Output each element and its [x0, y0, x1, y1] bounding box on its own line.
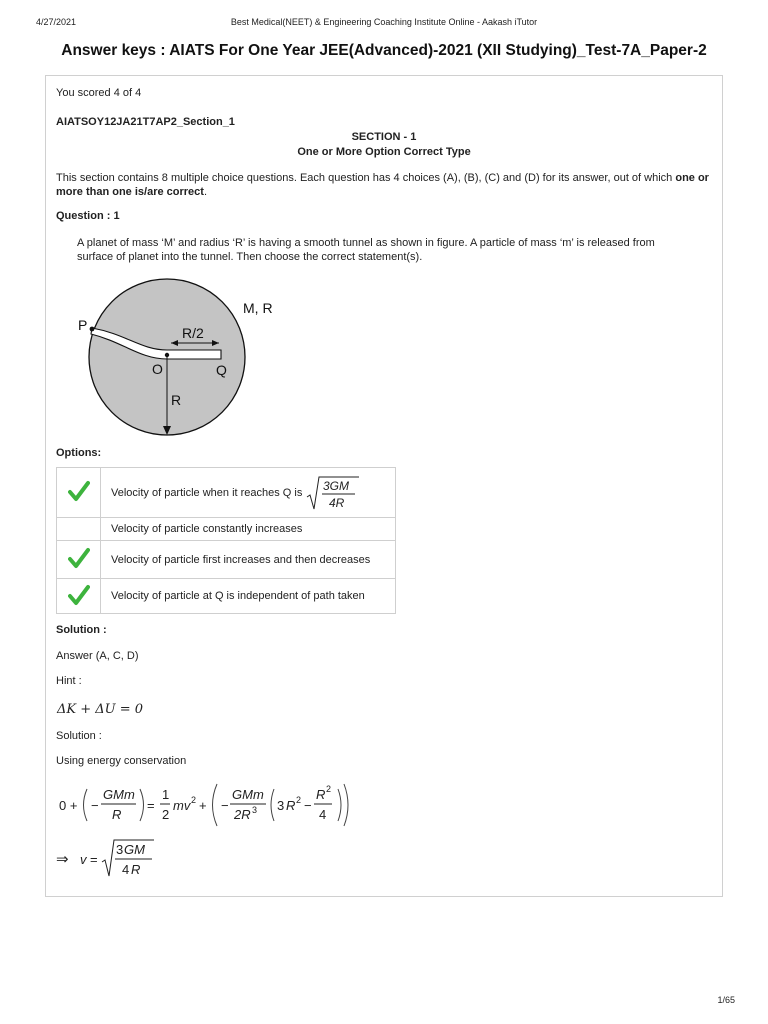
svg-text:GM: GM — [124, 842, 145, 857]
planet-figure — [71, 271, 311, 441]
page-number: 1/65 — [717, 995, 735, 1005]
option-mark-cell — [57, 541, 101, 579]
svg-text:0 +: 0 + — [59, 798, 78, 813]
option-mark-cell — [57, 518, 101, 541]
svg-text:1: 1 — [162, 787, 170, 802]
score-text: You scored 4 of 4 — [56, 87, 142, 99]
section-subtitle: One or More Option Correct Type — [297, 146, 471, 158]
answer-card — [45, 75, 723, 897]
svg-text:3GM: 3GM — [323, 478, 350, 493]
svg-text:=: = — [147, 798, 155, 813]
option-mark-cell — [57, 579, 101, 614]
svg-text:4: 4 — [319, 807, 327, 822]
label-q: Q — [216, 362, 227, 378]
solution-sub-label: Solution : — [56, 730, 102, 742]
option-row — [57, 541, 396, 579]
svg-text:2R: 2R — [234, 807, 251, 822]
svg-text:R: R — [316, 787, 326, 802]
label-r: R — [171, 392, 182, 408]
check-icon — [68, 480, 90, 502]
options-label: Options: — [56, 447, 102, 459]
section-code: AIATSOY12JA21T7AP2_Section_1 — [56, 116, 235, 128]
print-date: 4/27/2021 — [36, 17, 77, 27]
svg-text:3: 3 — [277, 798, 285, 813]
label-p: P — [78, 317, 88, 333]
hint-equation: ΔK + ΔU = 0 — [57, 702, 144, 717]
svg-text:2: 2 — [162, 807, 170, 822]
velocity-equation — [54, 834, 174, 882]
svg-text:−: − — [91, 798, 99, 813]
svg-text:3: 3 — [252, 805, 258, 815]
check-icon — [68, 584, 90, 606]
svg-text:GMm: GMm — [103, 787, 135, 802]
print-title: Best Medical(NEET) & Engineering Coaching Institute Online - Aakash iTutor — [230, 17, 538, 27]
svg-text:4: 4 — [122, 862, 130, 877]
option-text-cell — [101, 468, 396, 518]
label-o: O — [152, 361, 163, 377]
option-math — [305, 473, 359, 513]
svg-text:−: − — [221, 798, 229, 813]
svg-text:3: 3 — [116, 842, 124, 857]
svg-text:R: R — [131, 862, 141, 877]
solution-label: Solution : — [56, 624, 107, 636]
svg-text:+: + — [199, 798, 207, 813]
answer-text: Answer (A, C, D) — [56, 650, 139, 662]
svg-text:−: − — [304, 798, 312, 813]
svg-text:2: 2 — [191, 795, 197, 805]
svg-text:v: v — [80, 852, 87, 867]
option-row — [57, 468, 396, 518]
section-title: SECTION - 1 — [351, 131, 417, 143]
question-label: Question : 1 — [56, 210, 120, 222]
point-p — [90, 327, 95, 332]
option-text: Velocity of particle constantly increases — [101, 518, 396, 541]
instructions — [56, 171, 716, 199]
option-text: Velocity of particle when it reaches Q is — [111, 486, 303, 499]
label-mass-radius: M, R — [243, 300, 273, 316]
center-point — [165, 353, 169, 357]
check-icon — [68, 547, 90, 569]
svg-text:R: R — [286, 798, 296, 813]
svg-text:=: = — [90, 852, 98, 867]
options-table — [56, 467, 396, 614]
option-text: Velocity of particle at Q is independent of path taken — [101, 579, 396, 614]
svg-text:GMm: GMm — [232, 787, 264, 802]
svg-text:⇒: ⇒ — [56, 851, 69, 868]
svg-text:R: R — [112, 807, 122, 822]
svg-text:2: 2 — [326, 784, 332, 794]
option-text: Velocity of particle first increases and then decreases — [101, 541, 396, 579]
option-row — [57, 579, 396, 614]
instructions-end: . — [203, 186, 208, 198]
option-mark-cell — [57, 468, 101, 518]
page-title: Answer keys : AIATS For One Year JEE(Advanced)-2021 (XII Studying)_Test-7A_Paper-2 — [61, 42, 707, 59]
svg-text:4R: 4R — [329, 495, 345, 510]
question-text-line-1: A planet of mass ‘M’ and radius ‘R’ is having a smooth tunnel as shown in figure. A particle of mass ‘m’ is released from — [77, 237, 655, 249]
energy-equation — [56, 781, 356, 829]
energy-conservation-text: Using energy conservation — [56, 755, 187, 767]
option-row — [57, 518, 396, 541]
hint-label: Hint : — [56, 675, 82, 687]
label-half-radius: R/2 — [182, 325, 204, 341]
instructions-emphasis: one or more than one is/are correct — [56, 172, 709, 198]
svg-text:2: 2 — [296, 795, 302, 805]
question-text-line-2: surface of planet into the tunnel. Then choose the correct statement(s). — [77, 251, 423, 263]
svg-text:mv: mv — [173, 798, 191, 813]
instructions-text: This section contains 8 multiple choice questions. Each question has 4 choices (A), (B), (C) and (D) for its answer, out of which — [56, 172, 673, 184]
